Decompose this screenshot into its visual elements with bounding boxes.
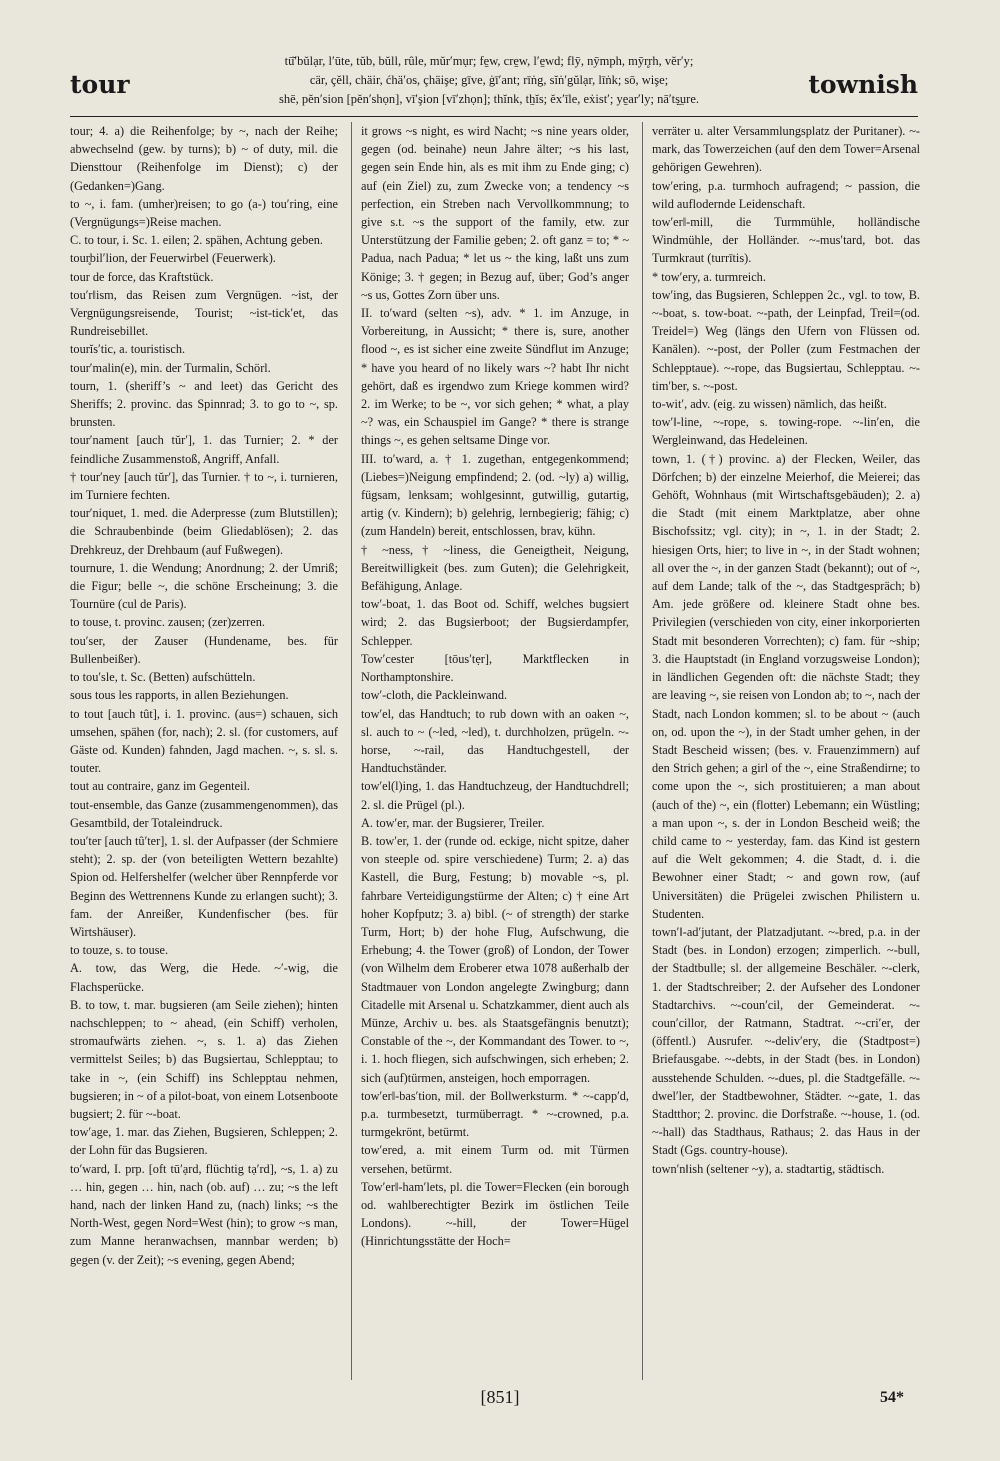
dictionary-entry: tournure, 1. die Wendung; Anordnung; 2. der Umriß; die Figur; belle ~, die schöne Erscheinung; 3. die Tournüre (cul de Paris). [70, 560, 338, 612]
dictionary-entry: town′n‖ish (seltener ~y), a. stadtartig, städtisch. [652, 1161, 885, 1176]
dictionary-entry: A. tow′er, mar. der Bugsierer, Treiler. [361, 815, 545, 830]
dictionary-entry: tou′ter [auch tû′ter], 1. sl. der Aufpasser (der Schmiere steht); 2. sp. der (von beteiligten Wettern bezahlte) Spion od. Helfershelfer (welcher über Rennpferde vor Beginn des Wettrennens Kunde zu erlangen sucht); 3. fam. der Anreißer, Kundenfischer (bes. für Wirtshäuser). [70, 833, 338, 939]
dictionary-entry: B. to tow, t. mar. bugsieren (am Seile ziehen); hinten nachschleppen; to ~ ahead, (ein Schiff) verholen, stromaufwärts ziehen. ~, s. 1. a) das Ziehen vermittelst Seiles; b) das Bugsiertau, Schlepptau; to take in ~, (ein Schiff) ins Schlepptau nehmen, bugsieren; in ~ of a pilot-boat, von einem Lotsenboote bugsiert; 2. für ~-boat. [70, 997, 338, 1121]
dictionary-entry: tout-ensemble, das Ganze (zusammengenommen), das Gesamtbild, der Totaleindruck. [70, 797, 338, 830]
dictionary-entry: sous tous les rapports, in allen Beziehungen. [70, 688, 289, 703]
dictionary-entry: tow′er‖-bas′tion, mil. der Bollwerksturm. * ~-capp′d, p.a. turmbesetzt, turmüberragt. * ~-crowned, p.a. turmgekrönt, betürmt. [361, 1088, 629, 1140]
dictionary-entry: to-wit′, adv. (eig. zu wissen) nämlich, das heißt. [652, 397, 887, 412]
dictionary-entry: Tow′cester [tōus′tẹr], Marktflecken in Northamptonshire. [361, 651, 629, 685]
guideword-left: tour [70, 70, 130, 99]
dictionary-entry: tour′nament [auch tŭr′], 1. das Turnier; 2. * der feindliche Zusammenstoß, Angriff, Anfall. [70, 433, 338, 466]
dictionary-entry: tour̥bil′lion, der Feuerwirbel (Feuerwerk). [70, 251, 276, 266]
column-divider [642, 122, 643, 1380]
dictionary-entry: it grows ~s night, es wird Nacht; ~s nine years older, gegen (od. beinahe) neun Jahre älter; ~s his last, gegen sein Ende hin, als es mit ihm zu Ende ging; c) auf (ein Ziel) zu, zum Zwecke von; a tendency ~s perfection, ein Streben nach Vervollkommnung; to give s.t. ~s the support of the family, etw. zur Unterstützung der Familie geben; 2. oft ganz = to; * ~ Padua, nach Padua; * let us ~ the king, laßt uns zum Könige; 3. † gegen; in Bezug auf, über; God’s anger ~s us, Gottes Zorn über uns. [361, 124, 629, 302]
dictionary-entry: † tour′ney [auch tŭr′], das Turnier. † to ~, i. turnieren, im Turniere fechten. [70, 469, 338, 503]
dictionary-entry: tourn, 1. (sheriff’s ~ and leet) das Gericht des Sheriffs; 2. provinc. das Spinnrad; 3. to go to ~, sp. brunsten. [70, 378, 338, 430]
dictionary-entry: to ~, i. fam. (umher)reisen; to go (a-) tou′ring, eine (Vergnügungs=)Reise machen. [70, 196, 338, 230]
dictionary-entry: tour′malin(e), min. der Turmalin, Schörl. [70, 360, 271, 375]
dictionary-entry: tow′‖-line, ~-rope, s. towing-rope. ~-lin′en, die Wergleinwand, das Hedeleinen. [652, 415, 920, 448]
page-number: [851] [480, 1387, 520, 1407]
column-divider [351, 122, 352, 1380]
dictionary-entry: to touse, t. provinc. zausen; (zer)zerren. [70, 615, 265, 630]
dictionary-entry: Tow′er‖-ham′lets, pl. die Tower=Flecken (ein borough od. wahlberechtigter Bezirk im östlichen Teile Londons). ~-hill, der Tower=Hügel (Hinrichtungsstätte der Hoch= [361, 1179, 629, 1249]
dictionary-entry: tour; 4. a) die Reihenfolge; by ~, nach der Reihe; abwechselnd (gew. by turns); b) ~ of duty, mil. die Diensttour (Reihenfolge im Dienst); c) der (Gedanken=)Gang. [70, 124, 338, 193]
dictionary-entry: town′‖-ad′jutant, der Platzadjutant. ~-bred, p.a. in der Stadt (bes. in London) erzogen; zimperlich. ~-bull, der Stadtbulle; sl. der allgemeine Beschäler. ~-clerk, 1. der Stadtschreiber; 2. der Aufseher des Londoner Stadtarchivs. ~-coun′cil, der Gemeinderat. ~-coun′cillor, der Ratmann, Stadtrat. ~-cri′er, der (öffentl.) Ausrufer. ~-deliv′ery, die (Stadtpost=) Briefausgabe. ~-debts, in der Stadt (bes. in London) ausstehende Schulden. ~-dues, pl. die Stadtgefälle. ~-dwel′ler, der Stadtbewohner, Städter. ~-gate, 1. das Stadtthor; 2. provinc. die Dorfstraße. ~-house, 1. (od. ~-hall) das Stadthaus, Rathaus; 2. das Haus in der Stadt (Ggs. country-house). [652, 924, 920, 1158]
dictionary-entry: * tow′ery, a. turmreich. [652, 269, 766, 284]
dictionary-entry: tout au contraire, ganz im Gegenteil. [70, 779, 250, 794]
dictionary-entry: to touze, s. to touse. [70, 943, 169, 958]
dictionary-entry: III. to′ward, a. † 1. zugethan, entgegenkommend; (Liebes=)Neigung empfindend; 2. (od. ~ly) a) willig, fügsam, lenksam; wohlgesinnt, gutwillig, gutartig, artig (v. Kindern); b) gelehrig, lernbegierig; fähig; c) (zum Handeln) bereit, entschlossen, brav, kühn. [361, 451, 629, 539]
column-middle [361, 122, 629, 1380]
dictionary-entry: to′ward, I. prp. [oft tū′ạrd, flüchtig tạ′rd], ~s, 1. a) zu … hin, gegen … hin, nach (ob. auf) … zu; ~s the left hand, nach der linken Hand zu, (nach) links; ~s the North-West, gegen Nord=West (hin); to grow ~s man, zum Manne heranwachsen, mannbar werden; b) gegen (v. der Zeit); ~s evening, gegen Abend; [70, 1161, 338, 1267]
dictionary-entry: to tout [auch tût], i. 1. provinc. (aus=) schauen, sich umsehen, spähen (for, nach); 2. sl. (for customers, auf Gäste od. Kunden) fahnden, Jagd machen. ~, s. sl. s. touter. [70, 706, 338, 776]
dictionary-entry: to tou′sle, t. Sc. (Betten) aufschütteln. [70, 670, 256, 685]
dictionary-entry: tou′ser, der Zauser (Hundename, bes. für Bullenbeißer). [70, 633, 338, 666]
dictionary-entry: tow′-cloth, die Packleinwand. [361, 688, 508, 703]
dictionary-entry: tou′r‖ism, das Reisen zum Vergnügen. ~ist, der Vergnügungsreisende, Tourist; ~ist-tick′et, das Rundreisebillet. [70, 287, 338, 339]
header-rule [70, 116, 918, 117]
dictionary-entry: tour′niquet, 1. med. die Aderpresse (zum Blutstillen); die Schraubenbinde (beim Gliedablösen); 2. das Drehkreuz, der Drehbaum (auf Fußwegen). [70, 506, 338, 557]
column-left [70, 122, 338, 1380]
dictionary-entry: tow′age, 1. mar. das Ziehen, Bugsieren, Schleppen; 2. der Lohn für das Bugsieren. [70, 1125, 338, 1158]
pronunciation-key-line: cär, çĕll, chäir, ćhä′os, çhäişe; gīve, ġī′ant; rīṅg, sĭṅ′gŭlạr, līṅk; sō, wişe; [309, 73, 669, 87]
dictionary-entry: † ~ness, † ~liness, die Geneigtheit, Neigung, Bereitwilligkeit (bes. zum Guten); die Gelehrigkeit, Befähigung, Anlage. [361, 542, 629, 594]
dictionary-entry: tow′ing, das Bugsieren, Schleppen 2c., vgl. to tow, B. ~-boat, s. tow-boat. ~-path, der Leinpfad, Treil=(od. Treidel=) Weg (längs den Ufern von Flüssen od. Kanälen). ~-post, der Poller (zum Festmachen der Schlepptaue). ~-rope, das Bugsiertau, Schlepptau. ~-tim′ber, s. ~-post. [652, 287, 920, 393]
pronunciation-key-line: shē, pĕn′sion [pĕn′shọn], vī′şion [vī′zhọn]; thĭnk, tẖĭs; ĕx′īle, eẋist′; ye̱ar′ly; nā′tṣ̱ụre. [278, 92, 700, 106]
dictionary-entry: A. tow, das Werg, die Hede. ~′-wig, die Flachsperücke. [70, 961, 338, 994]
dictionary-entry: tow′ering, p.a. turmhoch aufragend; ~ passion, die wild auflodernde Leidenschaft. [652, 178, 920, 211]
dictionary-entry: B. tow′er, 1. der (runde od. eckige, nicht spitze, daher von steeple od. spire verschiedene) Turm; 2. a) das Kastell, die Burg, Festung; b) movable ~s, pl. fahrbare Verteidigungstürme der Alten; c) † eine Art hoher Kopfputz; 3. a) bibl. (~ of strength) der starke Turm, Hort; b) der hohe Flug, Aufschwung, die Erhebung; 4. the Tower (groß) of London, der Tower (von Wilhelm dem Eroberer etwa 1078 außerhalb der Stadtmauer von London angelegte Zwingburg; dann Citadelle mit Arsenal u. Schatzkammer, dient auch als Münze, Archiv u. bes. als Staatsgefängnis benutzt); Constable of the ~, der Kommandant des Tower. to ~, i. 1. hoch fliegen, sich aufschwingen, sich erheben; 2. sich (auf)türmen, ansteigen, hoch emporragen. [361, 833, 629, 1085]
dictionary-entry: verräter u. alter Versammlungsplatz der Puritaner). ~-mark, das Towerzeichen (auf den dem Tower=Arsenal gehörigen Gewehren). [652, 124, 920, 175]
entry-columns [70, 122, 920, 1380]
dictionary-entry: tow′-boat, 1. das Boot od. Schiff, welches bugsiert wird; 2. das Bugsierboot; der Bugsierdampfer, Schlepper. [361, 597, 629, 648]
pronunciation-key [210, 52, 768, 109]
dictionary-entry: tour de force, das Kraftstück. [70, 269, 214, 284]
dictionary-entry: C. to tour, i. Sc. 1. eilen; 2. spähen, Achtung geben. [70, 233, 323, 248]
dictionary-entry: tow′er‖-mill, die Turmmühle, holländische Windmühle, der Holländer. ~-mus′tard, bot. das Turmkraut (turrītis). [652, 215, 920, 266]
signature-mark: 54* [880, 1389, 904, 1406]
dictionary-entry: tow′el(l)ing, 1. das Handtuchzeug, der Handtuchdrell; 2. sl. die Prügel (pl.). [361, 779, 629, 812]
dictionary-entry: II. to′ward (selten ~s), adv. * 1. im Anzuge, in Vorbereitung, in Aussicht; * there is, sure, another flood ~, es ist sicher eine zweite Sündflut im Anzuge; * have you heard of no likely wars ~? habt Ihr nicht gehört, daß es irgendwo zum Kriege kommen wird? 2. im Werke; to be ~, vor sich gehen; * what, a play ~? was, ein Schauspiel im Gange? * there is strange things ~, es gehen seltsame Dinge vor. [361, 306, 629, 448]
pronunciation-key-line: tū̆′bŭlạr, l′ūte, tŭb, bŭll, rûle, mŭr′mụr; fe̱w, cre̱w, l′e̱wd; flȳ, nȳmph, mȳr̥rh, vĕr′y; [284, 54, 694, 68]
dictionary-entry: tourĭs′tic, a. touristisch. [70, 342, 186, 357]
page-header [70, 52, 918, 112]
dictionary-entry: tow′ered, a. mit einem Turm od. mit Türmen versehen, betürmt. [361, 1143, 629, 1176]
dictionary-entry: tow′el, das Handtuch; to rub down with an oaken ~, sl. auch to ~ (~led, ~led), t. durchholzen, prügeln. ~-horse, ~-rail, das Handtuchgestell, der Handtuchständer. [361, 706, 629, 776]
guideword-right: townish [808, 70, 918, 99]
dictionary-entry: town, 1. (†) provinc. a) der Flecken, Weiler, das Dörfchen; b) der einzelne Meierhof, die Meierei; das Gehöft, Wohnhaus (mit Wirtschaftsgebäuden); 2. a) die Stadt (mit einem Marktplatze, aber ohne Bischofssitz; vgl. city); in ~, 1. in der Stadt; 2. hiesigen Orts, hier; to live in ~, in der Stadt wohnen; all over the ~, in der ganzen Stadt (bekannt); out of ~, auf dem Lande; talk of the ~, das Stadtgespräch; b) Am. jede größere od. kleinere Stadt ohne bes. Privilegien (verschieden von city, einer inkorporierten Stadt mit besonderen Vorrechten); c) fam. für ~ship; 3. die Hauptstadt (in England vorzugsweise London); in ländlichen Gegenden oft: die nächste Stadt; they are leaving ~, sie reisen von London ab; to ~, nach der Stadt, nach London kommen; sl. to be about ~ (auch on, od. upon the ~), in der Stadt umher gehen, in der Stadt Bescheid wissen; (bes. v. Frauenzimmern) auf den Strich gehen; a girl of the ~, eine Straßendirne; to come upon the ~, sich prostituieren; a man about (auch of the) ~, ein (flotter) Lebemann; ein Wüstling; a man upon ~, s. der in London Bescheid weiß; the child came to ~ yesterday, fam. das Kind ist gestern auf die Welt gekommen; 4. die Stadt, d. i. die Bewohner einer Stadt; ~ and gown row, (auf Universitäten) die Prügelei zwischen Philistern u. Studenten. [652, 451, 920, 921]
column-right [652, 122, 920, 1380]
